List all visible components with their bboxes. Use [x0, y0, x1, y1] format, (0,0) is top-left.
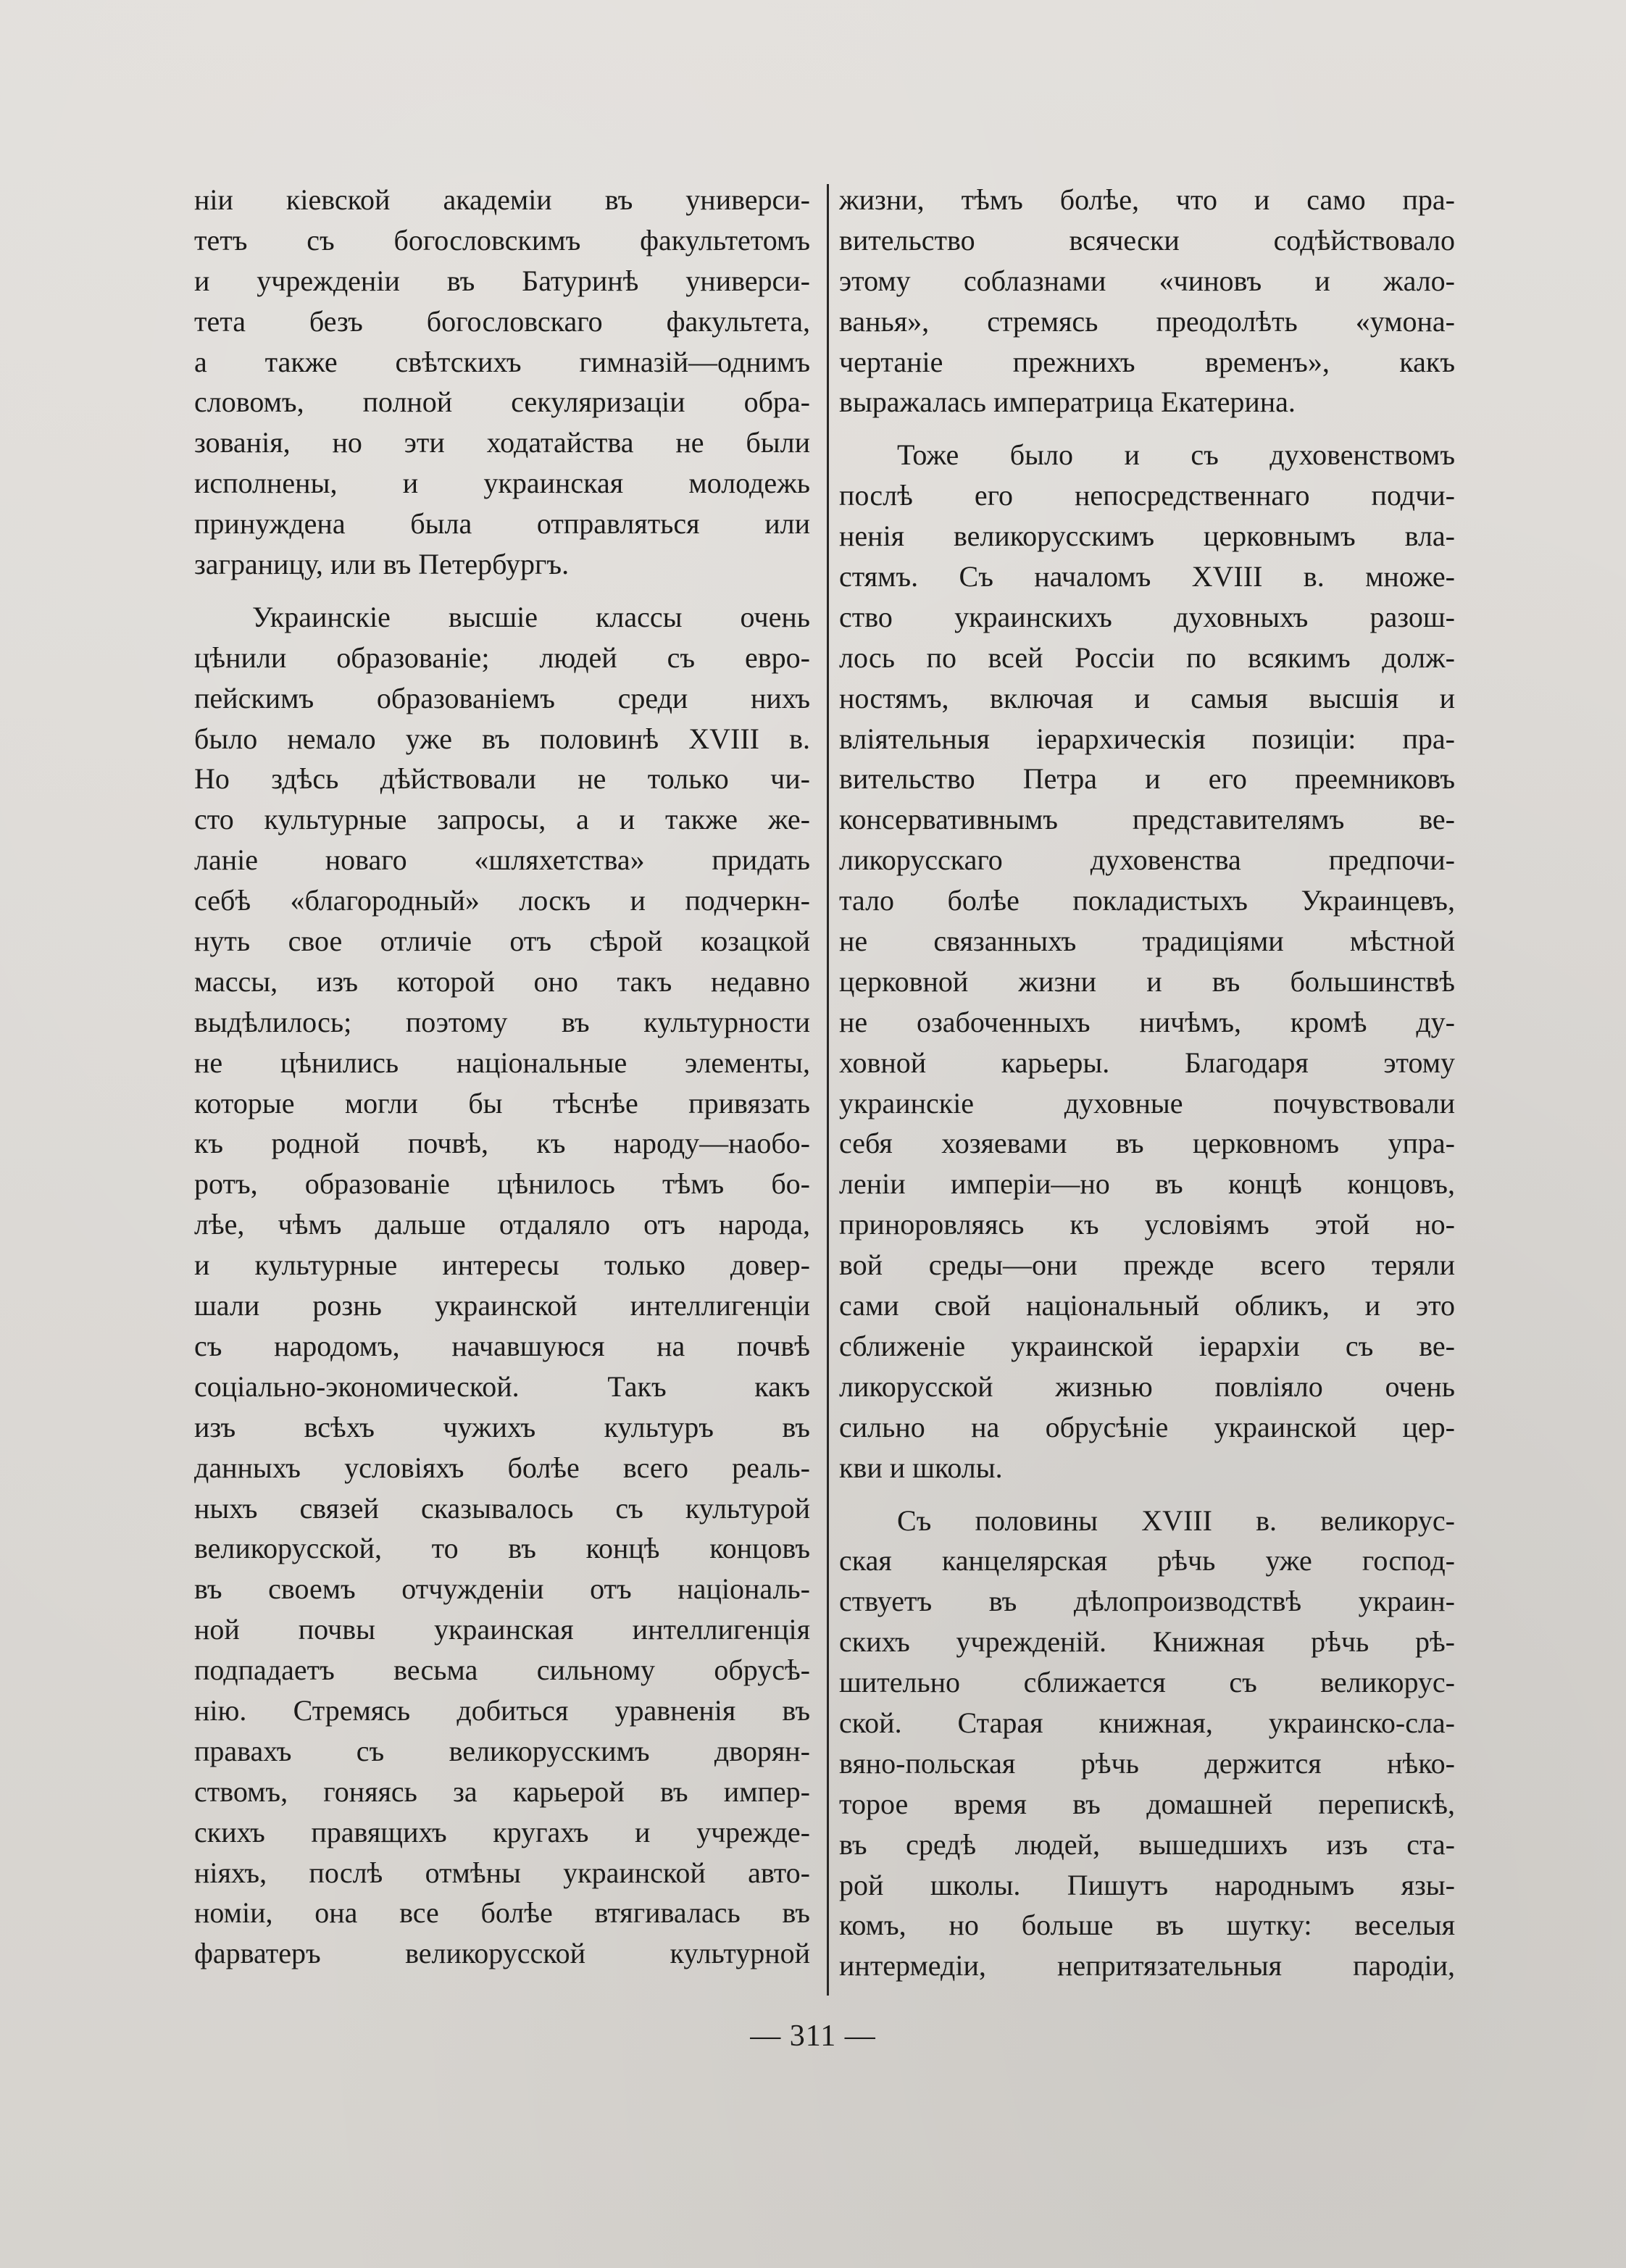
text-line: тало болѣе покладистыхъ Украинцевъ,	[839, 884, 1455, 917]
left-text-column	[194, 180, 810, 1974]
text-line: ской. Старая книжная, украинско-сла-	[839, 1706, 1455, 1739]
text-line: Но здѣсь дѣйствовали не только чи-	[194, 762, 810, 796]
text-line: ленiи имперiи—но въ концѣ концовъ,	[839, 1167, 1455, 1201]
text-line: сближенiе украинской iерархiи съ ве-	[839, 1329, 1455, 1362]
text-line: не озабоченныхъ ничѣмъ, кромѣ ду-	[839, 1005, 1455, 1038]
text-line: скихъ учрежденiй. Книжная рѣчь рѣ-	[839, 1625, 1455, 1659]
text-line: массы, изъ которой оно такъ недавно	[194, 964, 810, 998]
text-line: ховной карьеры. Благодаря этому	[839, 1046, 1455, 1079]
text-line: ликорусскаго духовенства предпочи-	[839, 843, 1455, 877]
text-line: ныхъ связей сказывалось съ культурой	[194, 1491, 810, 1525]
text-line: консервативнымъ представителямъ ве-	[839, 803, 1455, 836]
text-line: ванья», стремясь преодолѣть «умона-	[839, 304, 1455, 338]
text-line: не связанныхъ традицiями мѣстной	[839, 925, 1455, 958]
text-line: тета безъ богословскаго факультета,	[194, 304, 810, 338]
text-line: ская канцелярская рѣчь уже господ-	[839, 1544, 1455, 1577]
text-line: исполнены, и украинская молодежь	[194, 467, 810, 500]
text-line: зованiя, но эти ходатайства не были	[194, 426, 810, 459]
text-line: нуть свое отличiе отъ сѣрой козацкой	[194, 925, 810, 958]
text-line: лѣе, чѣмъ дальше отдаляло отъ народа,	[194, 1208, 810, 1241]
text-line: комъ, но больше въ шутку: веселыя	[839, 1909, 1455, 1942]
text-line: сами свой нацiональный обликъ, и это	[839, 1289, 1455, 1322]
text-line: выдѣлилось; поэтому въ культурности	[194, 1005, 810, 1038]
text-line: этому соблазнами «чиновъ и жало-	[839, 264, 1455, 297]
text-line: подпадаетъ весьма сильному обрусѣ-	[194, 1654, 810, 1687]
text-line: скихъ правящихъ кругахъ и учрежде-	[194, 1815, 810, 1848]
text-line: ликорусской жизнью повлiяло очень	[839, 1369, 1455, 1403]
text-line: и учрежденiи въ Батуринѣ универси-	[194, 264, 810, 297]
text-line: ство украинскихъ духовныхъ разош-	[839, 600, 1455, 633]
text-line: сильно на обрусѣнiе украинской цер-	[839, 1410, 1455, 1443]
text-line: послѣ его непосредственнаго подчи-	[839, 479, 1455, 512]
text-line: и культурные интересы только довер-	[194, 1248, 810, 1282]
text-line: словомъ, полной секуляризацiи обра-	[194, 385, 810, 419]
text-line: Украинскiе высшiе классы очень	[252, 600, 810, 633]
text-line: стямъ. Съ началомъ XVIII в. множе-	[839, 560, 1455, 593]
text-line: вой среды—они прежде всего теряли	[839, 1248, 1455, 1282]
paragraph-gap	[194, 585, 810, 597]
text-line: пейскимъ образованiемъ среди нихъ	[194, 681, 810, 714]
text-line: рой школы. Пишутъ народнымъ язы-	[839, 1868, 1455, 1901]
text-line: шительно сближается съ великорус-	[839, 1666, 1455, 1699]
text-line: ротъ, образованiе цѣнилось тѣмъ бо-	[194, 1167, 810, 1201]
text-line: ствуетъ въ дѣлопроизводствѣ украин-	[839, 1585, 1455, 1618]
text-line: приноровляясь къ условiямъ этой но-	[839, 1208, 1455, 1241]
text-line: вительство всячески содѣйствовало	[839, 223, 1455, 257]
text-line: Тоже было и съ духовенствомъ	[897, 438, 1455, 472]
text-line: себѣ «благородный» лоскъ и подчеркн-	[194, 884, 810, 917]
text-line: данныхъ условiяхъ болѣе всего реаль-	[194, 1451, 810, 1484]
text-line: номiи, она все болѣе втягивалась въ	[194, 1896, 810, 1930]
text-line: въ средѣ людей, вышедшихъ изъ ста-	[839, 1827, 1455, 1861]
text-line: нiи кiевской академiи въ универси-	[194, 183, 810, 216]
column-divider	[827, 184, 829, 1996]
text-line: не цѣнились нацiональные элементы,	[194, 1046, 810, 1079]
text-line: ланiе новаго «шляхетства» придать	[194, 843, 810, 877]
text-line: ной почвы украинская интеллигенцiя	[194, 1613, 810, 1646]
paragraph-gap	[839, 422, 1455, 435]
text-line: интермедiи, непритязательныя пародiи,	[839, 1949, 1455, 1983]
text-line: влiятельныя iерархическiя позицiи: пра-	[839, 722, 1455, 755]
text-line: фарватеръ великорусской культурной	[194, 1937, 810, 1970]
text-line: въ своемъ отчужденiи отъ нацiональ-	[194, 1572, 810, 1606]
text-line: съ народомъ, начавшуюся на почвѣ	[194, 1329, 810, 1362]
text-line: было немало уже въ половинѣ XVIII в.	[194, 722, 810, 755]
text-line: къ родной почвѣ, къ народу—наобо-	[194, 1127, 810, 1160]
text-line: вительство Петра и его преемниковъ	[839, 762, 1455, 796]
text-line: нiю. Стремясь добиться уравненiя въ	[194, 1693, 810, 1727]
text-line: себя хозяевами въ церковномъ упра-	[839, 1127, 1455, 1160]
text-line: ненiя великорусскимъ церковнымъ вла-	[839, 520, 1455, 553]
text-line: шали рознь украинской интеллигенцiи	[194, 1289, 810, 1322]
text-line: ностямъ, включая и самыя высшiя и	[839, 681, 1455, 714]
text-line: кви и школы.	[839, 1451, 1003, 1484]
text-line: а также свѣтскихъ гимназiй—однимъ	[194, 345, 810, 378]
text-line: которые могли бы тѣснѣе привязать	[194, 1086, 810, 1120]
text-line: тетъ съ богословскимъ факультетомъ	[194, 223, 810, 257]
text-line: Съ половины XVIII в. великорус-	[897, 1504, 1455, 1537]
text-line: жизни, тѣмъ болѣе, что и само пра-	[839, 183, 1455, 216]
text-line: украинскiе духовные почувствовали	[839, 1086, 1455, 1120]
text-line: торое время въ домашней перепискѣ,	[839, 1787, 1455, 1820]
text-line: чертанiе прежнихъ временъ», какъ	[839, 345, 1455, 378]
text-line: выражалась императрица Екатерина.	[839, 385, 1296, 419]
text-line: правахъ съ великорусскимъ дворян-	[194, 1734, 810, 1767]
text-line: заграницу, или въ Петербургъ.	[194, 548, 570, 581]
text-line: великорусской, то въ концѣ концовъ	[194, 1532, 810, 1565]
text-line: принуждена была отправляться или	[194, 507, 810, 541]
page-number: — 311 —	[750, 2019, 876, 2053]
text-line: нiяхъ, послѣ отмѣны украинской авто-	[194, 1856, 810, 1889]
text-line: изъ всѣхъ чужихъ культуръ въ	[194, 1410, 810, 1443]
text-line: цѣнили образованiе; людей съ евро-	[194, 641, 810, 674]
right-text-column	[839, 180, 1455, 1986]
paragraph-gap	[839, 1488, 1455, 1501]
text-line: сто культурные запросы, а и также же-	[194, 803, 810, 836]
text-line: вяно-польская рѣчь держится нѣко-	[839, 1746, 1455, 1780]
text-line: соцiально-экономической. Такъ какъ	[194, 1369, 810, 1403]
text-line: ствомъ, гоняясь за карьерой въ импер-	[194, 1775, 810, 1808]
text-line: лось по всей Россiи по всякимъ долж-	[839, 641, 1455, 674]
text-line: церковной жизни и въ большинствѣ	[839, 964, 1455, 998]
